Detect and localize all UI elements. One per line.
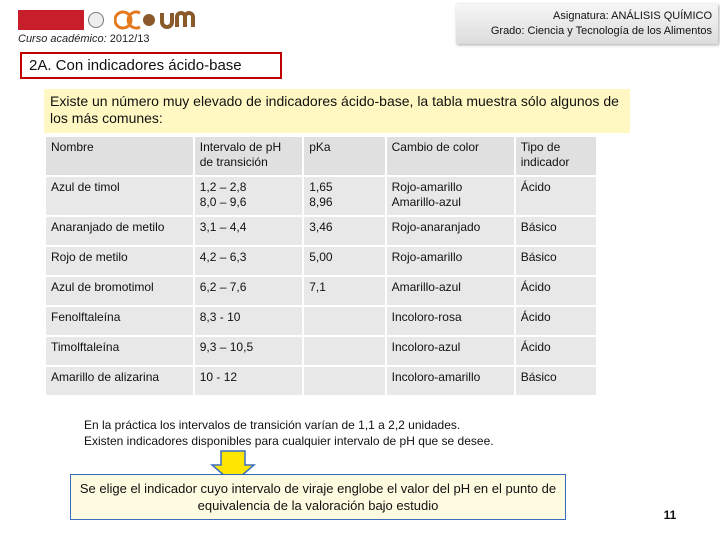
cell-name: Rojo de metilo (46, 247, 193, 275)
conclusion-box: Se elige el indicador cuyo intervalo de viraje englobe el valor del pH en el punto de equivalencia de la valoración bajo estudio (70, 474, 566, 520)
note-availability: Existen indicadores disponibles para cualquier intervalo de pH que se desee. (84, 434, 494, 448)
subject-line: Asignatura: ANÁLISIS QUÍMICO (553, 10, 712, 22)
indicators-table (44, 135, 598, 397)
cell-pka (304, 307, 384, 335)
cell-color-change: Incoloro-rosa (387, 307, 514, 335)
header-color-change: Cambio de color (387, 137, 514, 175)
cell-name: Fenolftaleína (46, 307, 193, 335)
header-logos (18, 8, 208, 32)
course-year-label: Curso académico: (18, 33, 107, 45)
cell-color-change: Incoloro-amarillo (387, 367, 514, 395)
section-title: 2A. Con indicadores ácido-base (20, 52, 282, 79)
cell-pka: 1,65 8,96 (304, 177, 384, 215)
intro-text: Existe un número muy elevado de indicadores ácido-base, la tabla muestra sólo algunos de los más comunes: (44, 89, 630, 133)
cell-pka: 5,00 (304, 247, 384, 275)
subject-box (456, 4, 718, 44)
cell-color-change: Incoloro-azul (387, 337, 514, 365)
cell-transition-range: 4,2 – 6,3 (195, 247, 302, 275)
course-year-value: 2012/13 (109, 33, 150, 45)
cell-name: Amarillo de alizarina (46, 367, 193, 395)
cell-color-change: Rojo-amarillo (387, 247, 514, 275)
header-name: Nombre (46, 137, 193, 175)
table-row (46, 177, 596, 215)
cell-name: Azul de timol (46, 177, 193, 215)
course-year (18, 33, 149, 45)
cell-pka: 3,46 (304, 217, 384, 245)
cell-transition-range: 3,1 – 4,4 (195, 217, 302, 245)
degree-line: Grado: Ciencia y Tecnología de los Alimentos (490, 25, 712, 37)
table-row (46, 307, 596, 335)
note-range: En la práctica los intervalos de transición varían de 1,1 a 2,2 unidades. (84, 418, 461, 432)
cell-color-change: Amarillo-azul (387, 277, 514, 305)
cell-indicator-type: Ácido (516, 337, 596, 365)
cell-indicator-type: Ácido (516, 277, 596, 305)
table-body (46, 177, 596, 395)
cell-name: Azul de bromotimol (46, 277, 193, 305)
page-number: 11 (663, 508, 677, 522)
cell-color-change: Rojo-anaranjado (387, 217, 514, 245)
header-transition-range: Intervalo de pH de transición (195, 137, 302, 175)
cell-transition-range: 9,3 – 10,5 (195, 337, 302, 365)
cell-indicator-type: Básico (516, 247, 596, 275)
table-row (46, 277, 596, 305)
university-logo (18, 10, 104, 30)
cell-transition-range: 6,2 – 7,6 (195, 277, 302, 305)
notes (84, 417, 624, 449)
cell-name: Timolftaleína (46, 337, 193, 365)
table-row (46, 217, 596, 245)
cell-transition-range: 1,2 – 2,8 8,0 – 9,6 (195, 177, 302, 215)
cell-pka: 7,1 (304, 277, 384, 305)
cell-name: Anaranjado de metilo (46, 217, 193, 245)
ocw-um-logo (114, 8, 214, 32)
header-indicator-type: Tipo de indicador (516, 137, 596, 175)
table-row (46, 247, 596, 275)
cell-indicator-type: Básico (516, 217, 596, 245)
cell-color-change: Rojo-amarillo Amarillo-azul (387, 177, 514, 215)
cell-pka (304, 367, 384, 395)
table-header-row (46, 137, 596, 175)
cell-transition-range: 8,3 - 10 (195, 307, 302, 335)
table-row (46, 367, 596, 395)
cell-transition-range: 10 - 12 (195, 367, 302, 395)
table-row (46, 337, 596, 365)
header-pka: pKa (304, 137, 384, 175)
cell-indicator-type: Ácido (516, 307, 596, 335)
cell-pka (304, 337, 384, 365)
cell-indicator-type: Ácido (516, 177, 596, 215)
cell-indicator-type: Básico (516, 367, 596, 395)
